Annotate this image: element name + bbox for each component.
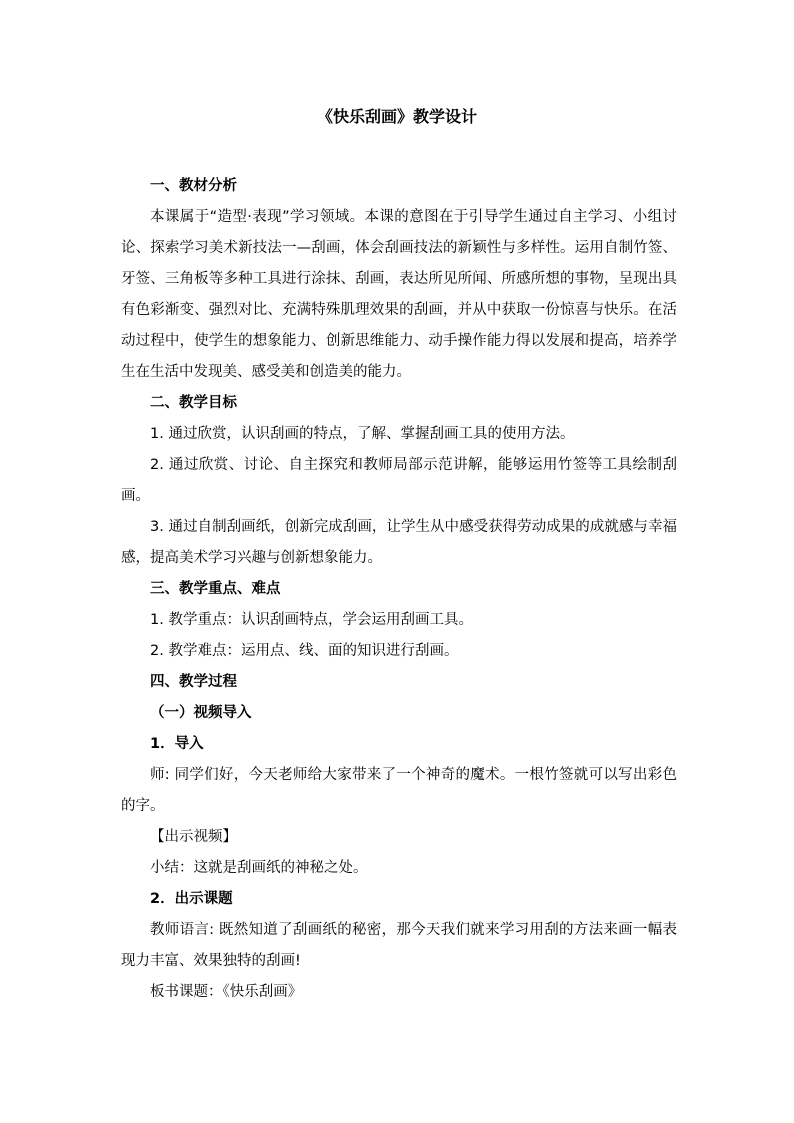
paragraph: 3. 通过自制刮画纸，创新完成刮画，让学生从中感受获得劳动成果的成就感与幸福感，提高美术学习兴趣与创新想象能力。 bbox=[121, 519, 677, 566]
subsection-heading: （一）视频导入 bbox=[150, 705, 252, 721]
document-title: 《快乐刮画》教学设计 bbox=[316, 107, 477, 126]
section-heading: 一、教材分析 bbox=[150, 178, 237, 194]
document-body bbox=[121, 171, 677, 1008]
section-heading: 三、教学重点、难点 bbox=[150, 581, 281, 597]
section-heading: 二、教学目标 bbox=[150, 395, 237, 411]
paragraph: 【出示视频】 bbox=[150, 829, 237, 845]
paragraph: 教师语言: 既然知道了刮画纸的秘密，那今天我们就来学习用刮的方法来画一幅表现力丰富、效果独特的刮画! bbox=[121, 922, 677, 969]
paragraph: 1. 教学重点：认识刮画特点，学会运用刮画工具。 bbox=[150, 612, 473, 628]
paragraph: 本课属于“造型·表现”学习领域。本课的意图在于引导学生通过自主学习、小组讨论、探索学习美术新技法一—刮画，体会刮画技法的新颖性与多样性。运用自制竹签、牙签、三角板等多种工具进行涂抹、刮画，表达所见所闻、所感所想的事物，呈现出具有色彩渐变、强烈对比、充满特殊肌理效果的刮画，并从中获取一份惊喜与快乐。在活动过程中，使学生的想象能力、创新思维能力、动手操作能力得以发展和提高，培养学生在生活中发现美、感受美和创造美的能力。 bbox=[121, 209, 677, 380]
paragraph: 板书课题：《快乐刮画》 bbox=[150, 984, 303, 1000]
section-heading: 四、教学过程 bbox=[150, 674, 237, 690]
subsection-heading: 1．导入 bbox=[150, 736, 204, 752]
paragraph: 2. 通过欣赏、讨论、自主探究和教师局部示范讲解，能够运用竹签等工具绘制刮画。 bbox=[121, 457, 677, 504]
paragraph: 2. 教学难点：运用点、线、面的知识进行刮画。 bbox=[150, 643, 459, 659]
paragraph: 师: 同学们好，今天老师给大家带来了一个神奇的魔术。一根竹签就可以写出彩色的字。 bbox=[121, 767, 677, 814]
paragraph: 小结：这就是刮画纸的神秘之处。 bbox=[150, 860, 368, 876]
paragraph: 1. 通过欣赏，认识刮画的特点，了解、掌握刮画工具的使用方法。 bbox=[150, 426, 575, 442]
subsection-heading: 2．出示课题 bbox=[150, 891, 233, 907]
